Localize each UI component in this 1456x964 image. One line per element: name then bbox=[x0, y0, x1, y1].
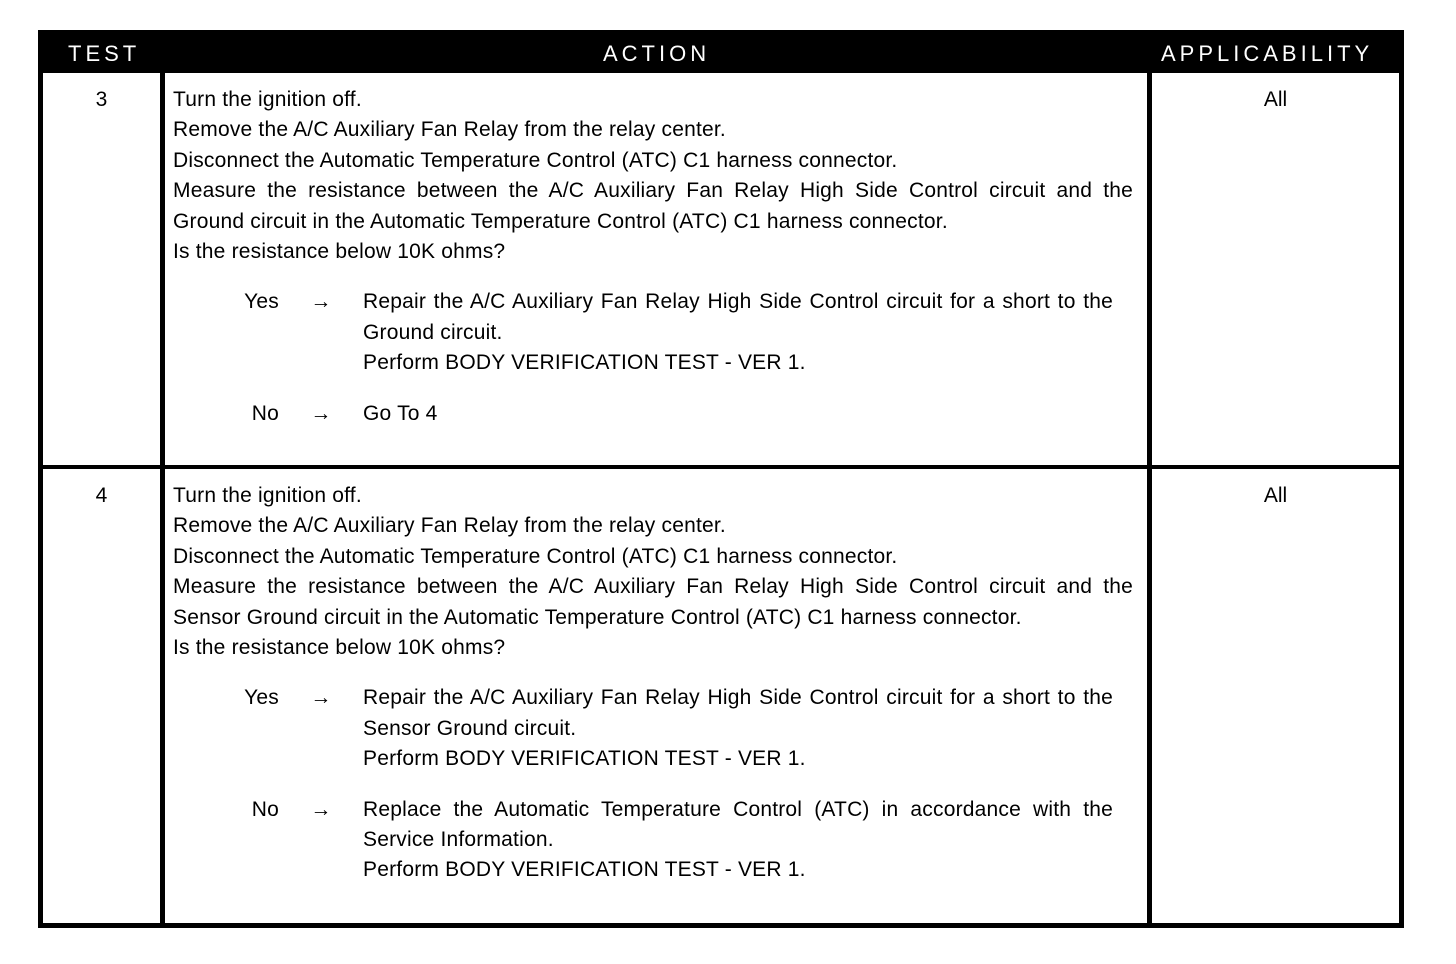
header-applicability: APPLICABILITY bbox=[1161, 41, 1374, 66]
action-question: Is the resistance below 10K ohms? bbox=[173, 636, 506, 660]
applicability-cell bbox=[1152, 73, 1399, 465]
action-step: Disconnect the Automatic Temperature Control (ATC) C1 harness connector. bbox=[173, 148, 898, 172]
outcome-yes bbox=[173, 287, 1133, 378]
outcome-label: Yes bbox=[244, 290, 279, 314]
test-number-cell bbox=[43, 469, 160, 923]
outcome-result bbox=[363, 399, 1113, 429]
arrow-right-icon: → bbox=[310, 686, 332, 710]
action-question: Is the resistance below 10K ohms? bbox=[173, 240, 506, 264]
arrow-right-icon: → bbox=[310, 290, 332, 314]
applicability-value: All bbox=[1263, 484, 1288, 507]
outcome-result bbox=[363, 683, 1113, 774]
outcome-label: Yes bbox=[244, 686, 279, 710]
action-body bbox=[173, 481, 1133, 886]
action-step: Turn the ignition off. bbox=[173, 484, 362, 507]
outcome-line: Repair the A/C Auxiliary Fan Relay High Side Control circuit for a short to the Ground circuit. bbox=[363, 290, 1113, 344]
outcome-label: No bbox=[251, 401, 279, 425]
header-test: TEST bbox=[68, 41, 141, 66]
arrow-right-icon: → bbox=[310, 401, 332, 425]
outcome-line: Go To 4 bbox=[363, 401, 438, 425]
action-step: Remove the A/C Auxiliary Fan Relay from the relay center. bbox=[173, 514, 726, 538]
action-step: Measure the resistance between the A/C Auxiliary Fan Relay High Side Control circuit and the Sensor Ground circuit in the Automatic Temperature Control (ATC) C1 harness connector. bbox=[173, 575, 1133, 629]
outcome-result bbox=[363, 287, 1113, 378]
action-step: Remove the A/C Auxiliary Fan Relay from the relay center. bbox=[173, 118, 726, 142]
outcome-result bbox=[363, 795, 1113, 886]
outcome-line: Replace the Automatic Temperature Control (ATC) in accordance with the Service Information. bbox=[363, 797, 1113, 852]
action-cell bbox=[165, 469, 1147, 923]
action-body bbox=[173, 85, 1133, 429]
outcome-line: Perform BODY VERIFICATION TEST - VER 1. bbox=[363, 858, 806, 882]
action-step: Turn the ignition off. bbox=[173, 88, 362, 111]
outcome-line: Perform BODY VERIFICATION TEST - VER 1. bbox=[363, 351, 806, 375]
table-header bbox=[43, 35, 1399, 73]
test-number: 3 bbox=[95, 88, 108, 111]
outcome-no bbox=[173, 399, 1133, 429]
outcome-no bbox=[173, 795, 1133, 886]
action-step: Disconnect the Automatic Temperature Control (ATC) C1 harness connector. bbox=[173, 544, 898, 568]
header-action: ACTION bbox=[603, 41, 711, 66]
outcome-line: Perform BODY VERIFICATION TEST - VER 1. bbox=[363, 747, 806, 771]
outcome-line: Repair the A/C Auxiliary Fan Relay High Side Control circuit for a short to the Sensor Ground circuit. bbox=[363, 686, 1113, 740]
diagnostic-test-table bbox=[38, 30, 1404, 928]
applicability-cell bbox=[1152, 469, 1399, 923]
arrow-right-icon: → bbox=[310, 797, 332, 821]
test-number-cell bbox=[43, 73, 160, 465]
outcome-label: No bbox=[251, 797, 279, 821]
applicability-value: All bbox=[1263, 88, 1288, 111]
action-step: Measure the resistance between the A/C Auxiliary Fan Relay High Side Control circuit and the Ground circuit in the Automatic Temperature Control (ATC) C1 harness connector. bbox=[173, 179, 1133, 233]
action-cell bbox=[165, 73, 1147, 465]
outcome-yes bbox=[173, 683, 1133, 774]
test-number: 4 bbox=[95, 484, 108, 507]
